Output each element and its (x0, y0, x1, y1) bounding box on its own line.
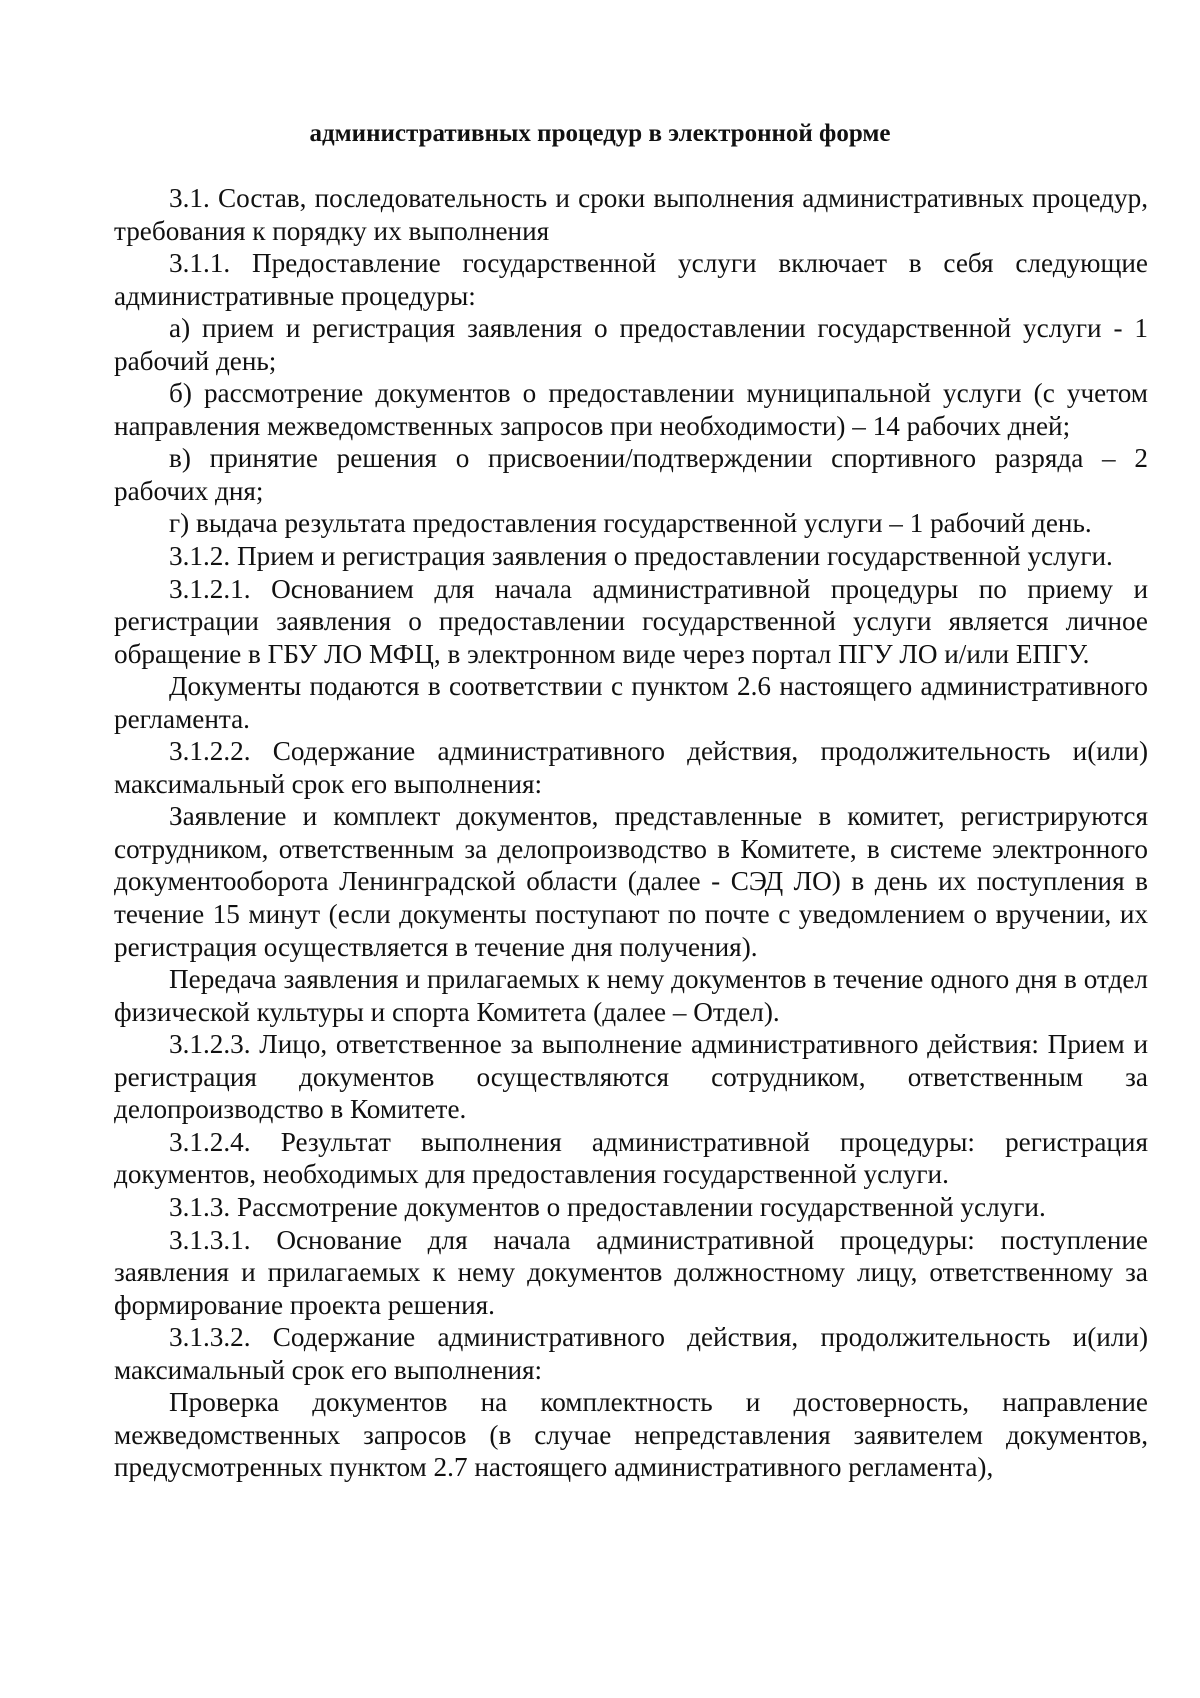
paragraph-transfer: Передача заявления и прилагаемых к нему документов в течение одного дня в отдел физической культуры и спорта Комитета (далее – Отдел). (114, 964, 1148, 1027)
document-body (114, 182, 1148, 1484)
paragraph-3-1: 3.1. Состав, последовательность и сроки выполнения административных процедур, требования к порядку их выполнения (114, 183, 1148, 246)
paragraph-3-1-2-2: 3.1.2.2. Содержание административного действия, продолжительность и(или) максимальный срок его выполнения: (114, 736, 1148, 799)
paragraph-3-1-3: 3.1.3. Рассмотрение документов о предоставлении государственной услуги. (169, 1191, 1046, 1222)
paragraph-3-1-2-3: 3.1.2.3. Лицо, ответственное за выполнение административного действия: Прием и регистрация документов осуществляются сотрудником, ответственным за делопроизводство в Комитете. (114, 1029, 1148, 1125)
paragraph-verification: Проверка документов на комплектность и достоверность, направление межведомственных запросов (в случае непредставления заявителем документов, предусмотренных пунктом 2.7 настоящего административного регламента), (114, 1387, 1148, 1483)
paragraph-documents-submitted: Документы подаются в соответствии с пунктом 2.6 настоящего административного регламента. (114, 671, 1148, 734)
list-item-b: б) рассмотрение документов о предоставлении муниципальной услуги (с учетом направления межведомственных запросов при необходимости) – 14 рабочих дней; (114, 378, 1148, 441)
paragraph-registration: Заявление и комплект документов, представленные в комитет, регистрируются сотрудником, ответственным за делопроизводство в Комитете, в системе электронного документооборота Ленинградской области (далее - СЭД ЛО) в день их поступления в течение 15 минут (если документы поступают по почте с уведомлением о вручении, их регистрация осуществляется в течение дня получения). (114, 801, 1148, 962)
list-item-g: г) выдача результата предоставления государственной услуги – 1 рабочий день. (169, 508, 1092, 539)
paragraph-3-1-3-1: 3.1.3.1. Основание для начала административной процедуры: поступление заявления и прилагаемых к нему документов должностному лицу, ответственному за формирование проекта решения. (114, 1224, 1148, 1320)
list-item-a: а) прием и регистрация заявления о предоставлении государственной услуги - 1 рабочий день; (114, 313, 1148, 376)
paragraph-3-1-1: 3.1.1. Предоставление государственной услуги включает в себя следующие административные процедуры: (114, 248, 1148, 311)
paragraph-3-1-2-4: 3.1.2.4. Результат выполнения административной процедуры: регистрация документов, необходимых для предоставления государственной услуги. (114, 1126, 1148, 1190)
paragraph-3-1-2: 3.1.2. Прием и регистрация заявления о предоставлении государственной услуги. (169, 541, 1113, 572)
paragraph-3-1-3-2: 3.1.3.2. Содержание административного действия, продолжительность и(или) максимальный срок его выполнения: (114, 1322, 1148, 1385)
list-item-v: в) принятие решения о присвоении/подтверждении спортивного разряда – 2 рабочих дня; (114, 443, 1148, 506)
document-heading: административных процедур в электронной форме (309, 120, 891, 147)
paragraph-3-1-2-1: 3.1.2.1. Основанием для начала административной процедуры по приему и регистрации заявления о предоставлении государственной услуги является личное обращение в ГБУ ЛО МФЦ, в электронном виде через портал ПГУ ЛО и/или ЕПГУ. (114, 573, 1148, 669)
